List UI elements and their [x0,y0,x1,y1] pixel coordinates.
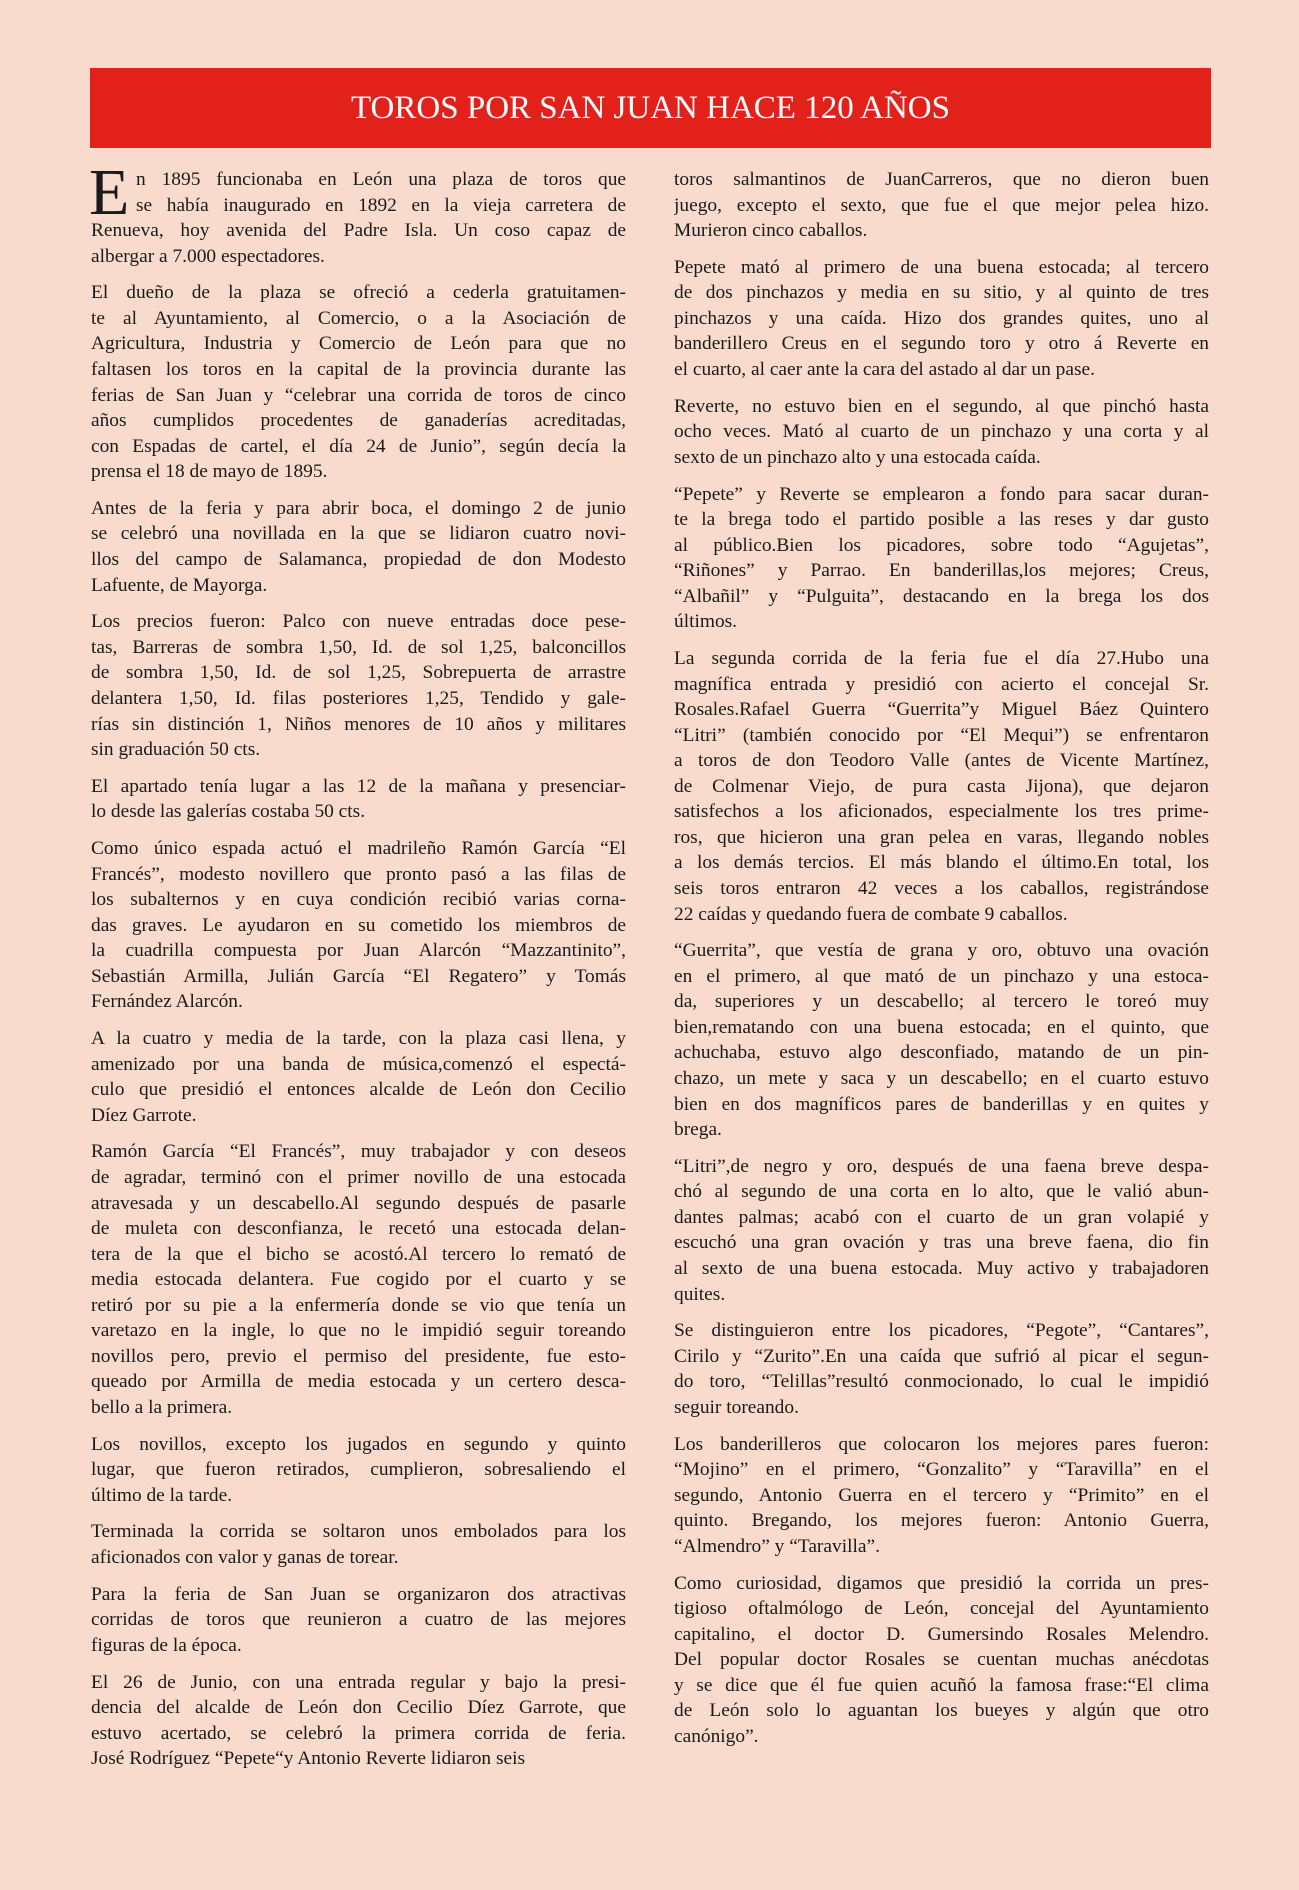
paragraph [91,836,626,1015]
text-line: ocho veces. Mató al cuarto de un pinchazo y una corta y al [674,421,1209,443]
text-line: “Mojino” en el primero, “Gonzalito” y “Taravilla” en el [674,1459,1209,1481]
text-line: atravesada y un descabello.Al segundo después de pasarle [91,1192,626,1214]
left-column [89,156,626,1783]
text-line: Ramón García “El Francés”, muy trabajador y con deseos [91,1141,626,1163]
text-line: toros salmantinos de JuanCarreros, que no dieron buen [674,169,1209,190]
text-line: años cumplidos procedentes de ganaderías acreditadas, [91,410,626,432]
text-line: Agricultura, Industria y Comercio de León para que no [91,333,626,355]
text-line: novillos pero, previo el permiso del presidente, fue esto- [91,1345,626,1367]
text-line: bien en dos magníficos pares de banderillas y en quites y [674,1093,1209,1115]
text-line: ros, que hicieron una gran pelea en varas, llegando nobles [674,826,1209,848]
text-line: lugar, que fueron retirados, cumplieron, sobresaliendo el [91,1459,626,1481]
text-line: delantera 1,50, Id. filas posteriores 1,25, Tendido y gale- [91,687,626,709]
text-line: Para la feria de San Juan se organizaron dos atractivas [91,1583,626,1605]
paragraph [674,1432,1209,1560]
text-line: aficionados con valor y ganas de torear. [91,1547,399,1569]
text-line: La segunda corrida de la feria fue el día 27.Hubo una [674,648,1209,670]
text-line: pinchazos y una caída. Hizo dos grandes quites, uno al [674,307,1209,329]
text-line: figuras de la época. [91,1634,242,1656]
paragraph [674,394,1209,471]
text-line: de agradar, terminó con el primer novillo de una estocada [91,1167,626,1188]
text-line: canónigo”. [674,1725,759,1747]
text-line: segundo, Antonio Guerra en el tercero y “Primito” en el [674,1484,1209,1506]
text-line: rías sin distinción 1, Niños menores de 10 años y militares [91,713,626,735]
text-line: bien,rematando con una buena estocada; en el quinto, que [674,1016,1209,1038]
paragraph [89,156,626,269]
text-line: chó al segundo de una corta en lo alto, que le valió abun- [674,1181,1209,1203]
text-line: Lafuente, de Mayorga. [91,574,268,596]
paragraph [91,280,626,484]
text-line: Díez Garrote. [91,1104,197,1126]
text-line: dantes palmas; acabó con el cuarto de un gran volapié y [674,1206,1209,1228]
paragraph [674,1318,1209,1420]
text-line: queado por Armilla de media estocada y un certero desca- [91,1371,626,1393]
text-line: El 26 de Junio, con una entrada regular y bajo la presi- [91,1671,626,1693]
text-line: y se dice que él fue quien acuñó la famosa frase:“El clima [674,1674,1209,1696]
right-column [674,167,1209,1761]
text-line: Como único espada actuó el madrileño Ramón García “El [91,838,626,860]
text-line: Reverte, no estuvo bien en el segundo, al que pinchó hasta [674,395,1209,417]
text-line: Terminada la corrida se soltaron unos embolados para los [91,1521,626,1543]
paragraph [674,482,1209,635]
text-line: llos del campo de Salamanca, propiedad de don Modesto [91,549,626,571]
text-line: lo desde las galerías costaba 50 cts. [91,801,366,823]
paragraph [91,1670,626,1772]
text-line: Murieron cinco caballos. [674,220,868,242]
text-line: do toro, “Telillas”resultó conmocionado, lo cual le impidió [674,1371,1209,1393]
text-line: “Litri”,de negro y oro, después de una faena breve despa- [674,1155,1209,1177]
paragraph [91,1026,626,1128]
text-line: Los novillos, excepto los jugados en segundo y quinto [91,1433,626,1455]
text-line: de dos pinchazos y media en su sitio, y al quinto de tres [674,282,1209,304]
text-line: varetazo en la ingle, lo que no le impidió seguir toreando [91,1320,626,1342]
paragraph [91,1139,626,1420]
paragraph [674,1154,1209,1307]
paragraph [674,1571,1209,1750]
text-line: “Riñones” y Parrao. En banderillas,los mejores; Creus, [674,560,1209,582]
text-line: satisfechos a los aficionados, especialmente los tres prime- [674,801,1209,823]
text-line: los subalternos y en cuya condición recibió varias corna- [91,889,626,911]
text-line: quites. [674,1283,726,1305]
text-line: de León solo lo aguantan los bueyes y algún que otro [674,1700,1209,1722]
text-line: con Espadas de cartel, el día 24 de Junio”, según decía la [91,435,626,457]
text-line: estuvo acertado, se celebró la primera corrida de feria. [91,1722,626,1744]
text-line: de sombra 1,50, Id. de sol 1,25, Sobrepuerta de arrastre [91,662,626,684]
text-line: a los demás tercios. El más blando el último.En total, los [674,852,1209,874]
text-line: escuchó una gran ovación y tras una breve faena, dio fin [674,1232,1209,1254]
text-line: Pepete mató al primero de una buena estocada; al tercero [674,256,1209,278]
text-line: chazo, un mete y saca y un descabello; en el cuarto estuvo [674,1067,1209,1089]
paragraph [674,938,1209,1142]
text-line: José Rodríguez “Pepete“y Antonio Reverte lidiaron seis [91,1748,526,1770]
text-line: Rosales.Rafael Guerra “Guerrita”y Miguel Báez Quintero [674,699,1209,721]
text-line: bello a la primera. [91,1396,233,1418]
paragraph [674,646,1209,927]
paragraph [91,774,626,825]
text-line: “Pepete” y Reverte se emplearon a fondo para sacar duran- [674,483,1209,505]
text-line: dencia del alcalde de León don Cecilio Díez Garrote, que [91,1697,626,1719]
text-line: Renueva, hoy avenida del Padre Isla. Un coso capaz de [91,220,626,242]
text-line: seis toros entraron 42 veces a los caballos, registrándose [674,877,1209,899]
text-line: retiró por su pie a la enfermería donde se vio que tenía un [91,1294,626,1316]
text-line: ferias de San Juan y “celebrar una corrida de toros de cinco [91,384,626,406]
text-line: media estocada delantera. Fue cogido por el cuarto y se [91,1269,626,1291]
text-line: banderillero Creus en el segundo toro y otro á Reverte en [674,333,1209,355]
text-line: prensa el 18 de mayo de 1895. [91,461,328,483]
text-line: en el primero, al que mató de un pinchazo y una estoca- [674,965,1209,987]
text-line: tas, Barreras de sombra 1,50, Id. de sol 1,25, balconcillos [91,636,626,658]
text-line: sin graduación 50 cts. [91,739,261,761]
text-line: n 1895 funcionaba en León una plaza de toros que [136,169,626,190]
drop-cap: E [89,156,130,229]
text-line: sexto de un pinchazo alto y una estocada caída. [674,446,1041,468]
text-line: “Albañil” y “Pulguita”, destacando en la brega los dos [674,585,1209,607]
text-line: Cirilo y “Zurito”.En una caída que sufrió al picar el segun- [674,1345,1209,1367]
text-line: “Litri” (también conocido por “El Mequi”) se enfrentaron [674,724,1209,746]
paragraph [91,609,626,762]
text-line: da, superiores y un descabello; al tercero le toreó muy [674,991,1209,1013]
text-line: se celebró una novillada en la que se lidiaron cuatro novi- [91,523,626,545]
article-title: TOROS POR SAN JUAN HACE 120 AÑOS [351,89,950,126]
text-line: 22 caídas y quedando fuera de combate 9 caballos. [674,903,1068,925]
text-line: Los precios fueron: Palco con nueve entradas doce pese- [91,611,626,633]
text-line: al sexto de una buena estocada. Muy activo y trabajadoren [674,1258,1209,1279]
text-line: faltasen los toros en la capital de la provincia durante las [91,359,626,381]
text-line: magnífica entrada y presidió con acierto el concejal Sr. [674,673,1209,695]
text-line: a toros de don Teodoro Valle (antes de Vicente Martínez, [674,750,1209,772]
paragraph [91,1582,626,1659]
paragraph [91,1432,626,1509]
text-line: de muleta con desconfianza, le recetó una estocada delan- [91,1218,626,1240]
text-line: tigioso oftalmólogo de León, concejal del Ayuntamiento [674,1598,1209,1620]
text-line: de Colmenar Viejo, de pura casta Jijona), que dejaron [674,775,1209,797]
text-line: achuchaba, estuvo algo desconfiado, matando de un pin- [674,1042,1209,1064]
text-line: Francés”, modesto novillero que pronto pasó a las filas de [91,863,626,885]
text-line: último de la tarde. [91,1484,233,1506]
text-line: te la brega todo el partido posible a las reses y dar gusto [674,509,1209,531]
text-line: te al Ayuntamiento, al Comercio, o a la Asociación de [91,307,626,329]
text-line: “Guerrita”, que vestía de grana y oro, obtuvo una ovación [674,940,1209,962]
paragraph [91,1519,626,1570]
text-line: das graves. Le ayudaron en su cometido los miembros de [91,914,626,936]
paragraph [91,496,626,598]
text-line: Antes de la feria y para abrir boca, el domingo 2 de junio [91,497,626,519]
text-line: Del popular doctor Rosales se cuentan muchas anécdotas [674,1649,1209,1671]
text-line: corridas de toros que reunieron a cuatro de las mejores [91,1609,626,1631]
text-line: el cuarto, al caer ante la cara del astado al dar un pase. [674,359,1095,381]
text-line: quinto. Bregando, los mejores fueron: Antonio Guerra, [674,1510,1209,1532]
text-line: Fernández Alarcón. [91,991,243,1013]
text-line: al público.Bien los picadores, sobre todo “Agujetas”, [674,534,1209,556]
text-line: El dueño de la plaza se ofreció a cederla gratuitamen- [91,282,626,304]
text-line: últimos. [674,611,738,633]
text-line: El apartado tenía lugar a las 12 de la mañana y presenciar- [91,775,626,797]
text-line: Sebastián Armilla, Julián García “El Regatero” y Tomás [91,965,626,987]
title-banner [90,68,1211,148]
text-line: Como curiosidad, digamos que presidió la corrida un pres- [674,1572,1209,1594]
text-line: brega. [674,1119,722,1141]
text-line: tera de la que el bicho se acostó.Al tercero lo remató de [91,1243,626,1265]
text-line: la cuadrilla compuesta por Juan Alarcón “Mazzantinito”, [91,940,626,962]
paragraph [674,167,1209,244]
text-line: Los banderilleros que colocaron los mejores pares fueron: [674,1433,1209,1455]
text-line: albergar a 7.000 espectadores. [91,245,325,267]
text-line: capitalino, el doctor D. Gumersindo Rosales Melendro. [674,1623,1209,1645]
text-line: seguir toreando. [674,1396,799,1418]
text-line: se había inaugurado en 1892 en la vieja carretera de [136,194,626,216]
text-line: “Almendro” y “Taravilla”. [674,1535,880,1557]
text-line: Se distinguieron entre los picadores, “Pegote”, “Cantares”, [674,1320,1209,1342]
text-line: A la cuatro y media de la tarde, con la plaza casi llena, y [91,1028,626,1050]
text-line: culo que presidió el entonces alcalde de León don Cecilio [91,1079,626,1101]
text-line: amenizado por una banda de música,comenzó el espectá- [91,1053,626,1075]
paragraph [674,255,1209,383]
text-line: juego, excepto el sexto, que fue el que mejor pelea hizo. [674,194,1209,216]
